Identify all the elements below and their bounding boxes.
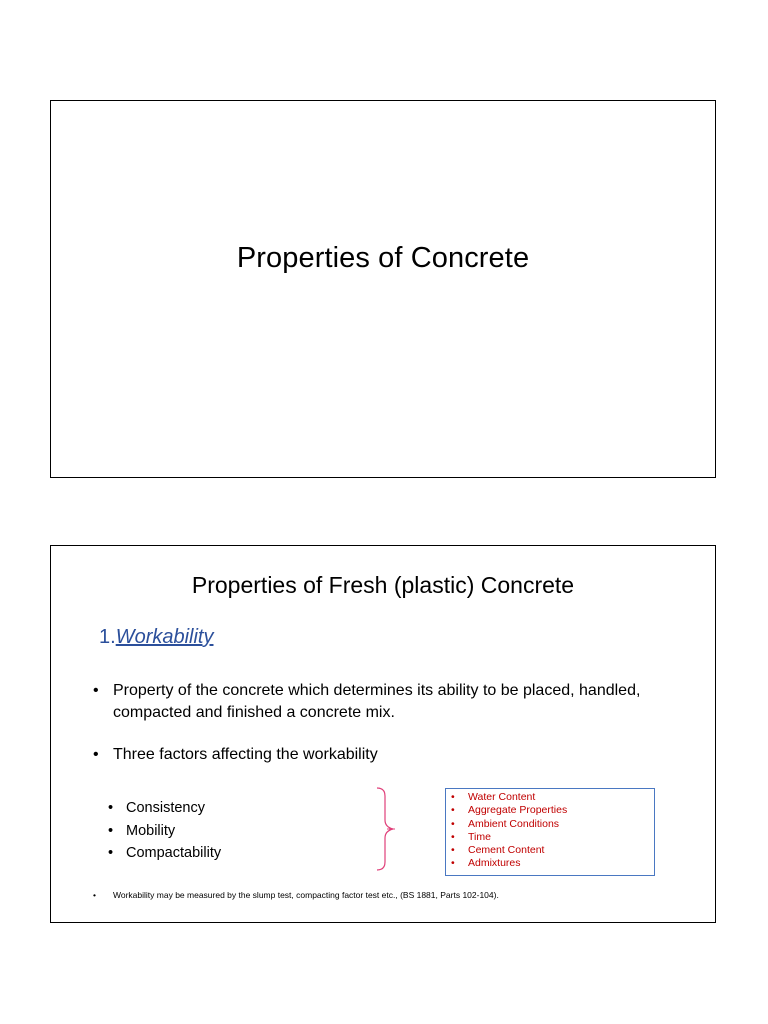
section-number: 1. (99, 626, 116, 648)
factor-item: • Admixtures (450, 857, 654, 870)
bullet-item: • Property of the concrete which determines its ability to be placed, handled, compacted and finished a concrete mix. (91, 680, 671, 724)
main-bullet-list (91, 680, 671, 766)
factor-item: • Time (450, 831, 654, 844)
sub-bullet-item: • Consistency (107, 797, 221, 820)
slide-title-text: Properties of Concrete (236, 242, 530, 274)
section-heading (99, 626, 213, 649)
section-title: Workability (115, 626, 214, 648)
sub-bullet-list (107, 797, 221, 865)
sub-bullet-item: • Mobility (107, 820, 221, 843)
slide-title (50, 100, 716, 478)
factor-item: • Cement Content (450, 844, 654, 857)
factor-item: • Water Content (450, 791, 654, 804)
factors-box (445, 788, 655, 876)
factors-list (450, 791, 654, 871)
sub-bullet-item: • Compactability (107, 842, 221, 865)
factor-item: • Aggregate Properties (450, 804, 654, 817)
factor-item: • Ambient Conditions (450, 818, 654, 831)
footnote: • Workability may be measured by the slump test, compacting factor test etc., (BS 1881, Parts 102-104). (91, 890, 499, 900)
curly-brace-icon (371, 786, 401, 872)
bullet-item: • Three factors affecting the workability (91, 744, 671, 766)
slide-heading: Properties of Fresh (plastic) Concrete (191, 572, 575, 598)
slide-workability (50, 545, 716, 923)
